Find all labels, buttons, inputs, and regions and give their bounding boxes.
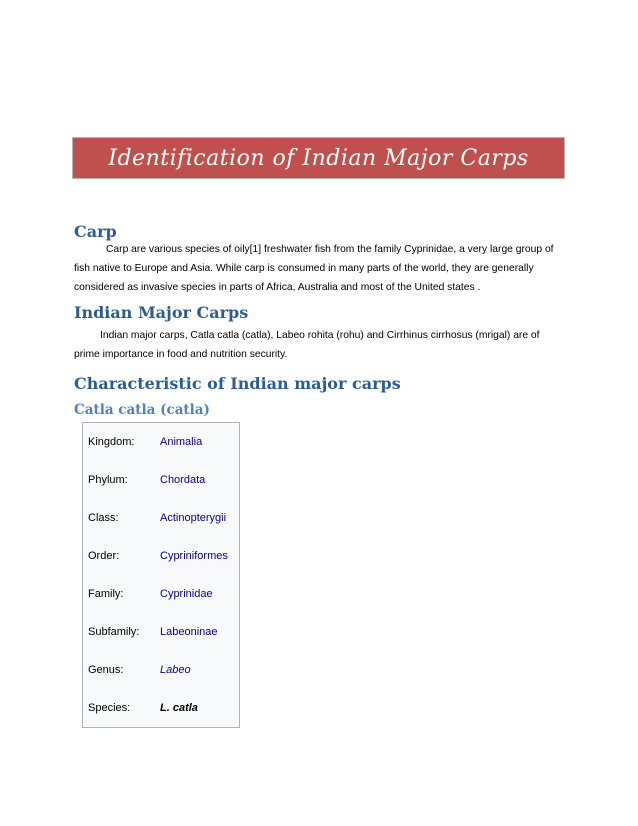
taxonomy-row	[83, 461, 239, 499]
taxonomy-value-link[interactable]: Chordata	[160, 474, 206, 486]
taxonomy-value-link[interactable]: Cyprinidae	[160, 588, 213, 600]
document-title: Identification of Indian Major Carps	[108, 145, 529, 171]
taxonomy-value-link[interactable]: Labeoninae	[160, 626, 218, 638]
taxonomy-label: Order:	[88, 550, 120, 562]
taxonomy-row	[83, 613, 239, 651]
taxonomy-label: Phylum:	[88, 474, 128, 486]
taxonomy-label: Species:	[88, 702, 131, 714]
taxonomy-label: Subfamily:	[88, 626, 140, 638]
taxonomy-value: L. catla	[160, 702, 198, 714]
taxonomy-row	[83, 575, 239, 613]
taxonomy-label: Class:	[88, 512, 119, 524]
taxonomy-row	[83, 499, 239, 537]
indian-major-carps-heading: Indian Major Carps	[74, 303, 249, 322]
indian-major-carps-paragraph: Indian major carps, Catla catla (catla), Labeo rohita (rohu) and Cirrhinus cirrhosus (mrigal) are of prime importance in food and nutrition security.	[74, 330, 540, 360]
catla-heading: Catla catla (catla)	[74, 402, 210, 418]
taxonomy-value-link[interactable]: Cypriniformes	[160, 550, 228, 562]
title-banner	[72, 137, 565, 179]
taxonomy-row	[83, 689, 239, 727]
taxonomy-value-link[interactable]: Labeo	[160, 664, 191, 676]
carp-paragraph: Carp are various species of oily[1] freshwater fish from the family Cyprinidae, a very large group of fish native to Europe and Asia. While carp is consumed in many parts of the world, they are generally considered as invasive species in parts of Africa, Australia and most of the United states .	[74, 244, 554, 293]
taxonomy-value-link[interactable]: Actinopterygii	[160, 512, 227, 524]
taxonomy-value-link[interactable]: Animalia	[160, 436, 203, 448]
taxonomy-row	[83, 423, 239, 461]
taxonomy-row	[83, 537, 239, 575]
taxonomy-row	[83, 651, 239, 689]
taxonomy-infobox	[82, 422, 240, 728]
taxonomy-label: Genus:	[88, 664, 124, 676]
carp-heading: Carp	[74, 222, 117, 241]
taxonomy-label: Family:	[88, 588, 124, 600]
characteristic-heading: Characteristic of Indian major carps	[74, 374, 401, 393]
taxonomy-table	[83, 423, 239, 727]
taxonomy-label: Kingdom:	[88, 436, 135, 448]
